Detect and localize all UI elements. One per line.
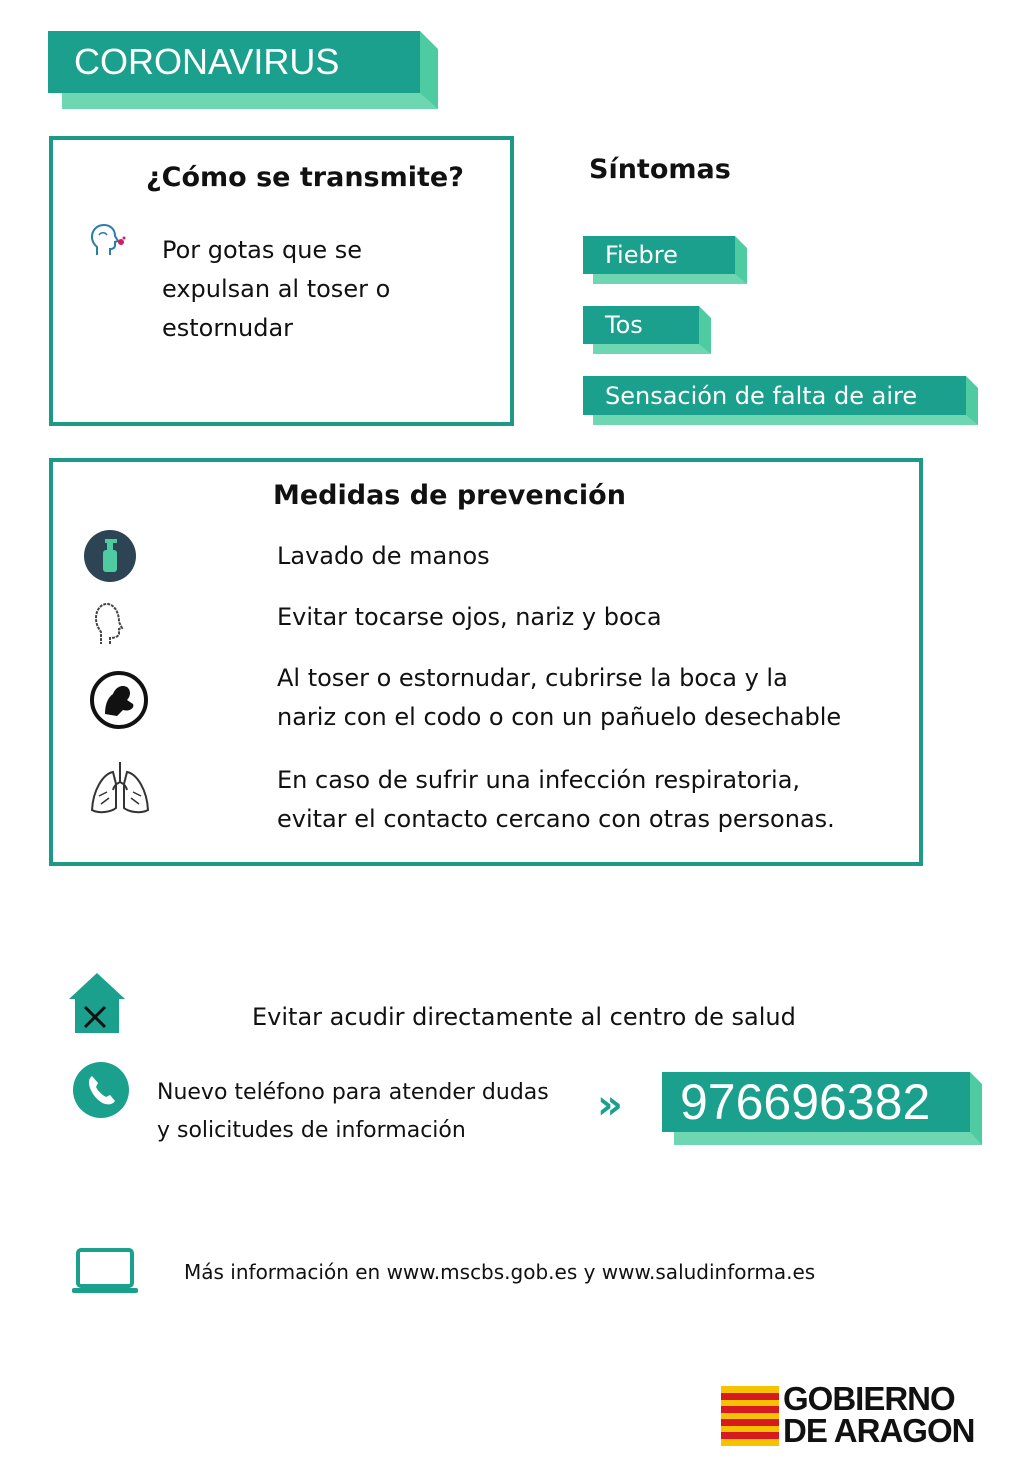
header-banner: [48, 31, 438, 109]
lungs-icon: [89, 760, 151, 816]
symptom-label: Sensación de falta de aire: [605, 381, 918, 410]
phone-number[interactable]: 976696382: [680, 1074, 931, 1130]
avoid-text: Evitar acudir directamente al centro de salud: [252, 1003, 796, 1031]
transmission-line: expulsan al toser o: [162, 275, 391, 303]
symptom-tag: [583, 376, 978, 425]
prevention-item: [277, 598, 662, 637]
transmission-heading: ¿Cómo se transmite?: [146, 162, 464, 193]
prevention-line: Al toser o estornudar, cubrirse la boca y la: [277, 664, 788, 692]
aragon-flag-icon: [721, 1386, 779, 1446]
page-title: CORONAVIRUS: [74, 41, 340, 82]
phone-number-tag[interactable]: [662, 1072, 982, 1145]
more-info-text: Más información en www.mscbs.gob.es y www.saludinforma.es: [184, 1260, 816, 1284]
prevention-line: nariz con el codo o con un pañuelo desechable: [277, 703, 842, 731]
phone-icon[interactable]: [73, 1062, 129, 1118]
transmission-text: [162, 231, 390, 348]
gobierno-aragon-logo: [721, 1380, 991, 1449]
phone-text: [157, 1074, 549, 1150]
transmission-line: estornudar: [162, 314, 294, 342]
prevention-item: [277, 537, 490, 576]
hand-sanitizer-icon: [83, 529, 137, 583]
logo-text: [783, 1380, 975, 1449]
prevention-item: [277, 659, 841, 737]
transmission-line: Por gotas que se: [162, 236, 363, 264]
prevention-item: [277, 761, 835, 839]
symptoms-heading: Síntomas: [589, 154, 731, 185]
head-profile-icon: [92, 598, 134, 646]
laptop-icon: [72, 1248, 138, 1294]
double-chevron-icon: »: [597, 1082, 623, 1128]
symptom-label: Fiebre: [605, 241, 678, 269]
logo-line: DE ARAGON: [783, 1412, 975, 1449]
logo-line: GOBIERNO: [783, 1380, 955, 1417]
cough-elbow-icon: [89, 670, 149, 730]
prevention-heading: Medidas de prevención: [273, 480, 626, 511]
phone-line: y solicitudes de información: [157, 1118, 466, 1143]
symptom-tag: [583, 306, 711, 354]
sneeze-head-icon: [88, 221, 128, 261]
prevention-line: En caso de sufrir una infección respiratoria,: [277, 766, 801, 794]
prevention-line: Evitar tocarse ojos, nariz y boca: [277, 603, 662, 631]
house-cross-icon: [67, 971, 127, 1033]
prevention-line: Lavado de manos: [277, 542, 490, 570]
prevention-line: evitar el contacto cercano con otras personas.: [277, 805, 835, 833]
symptom-label: Tos: [605, 311, 643, 339]
symptom-tag: [583, 236, 747, 284]
phone-line: Nuevo teléfono para atender dudas: [157, 1080, 549, 1105]
